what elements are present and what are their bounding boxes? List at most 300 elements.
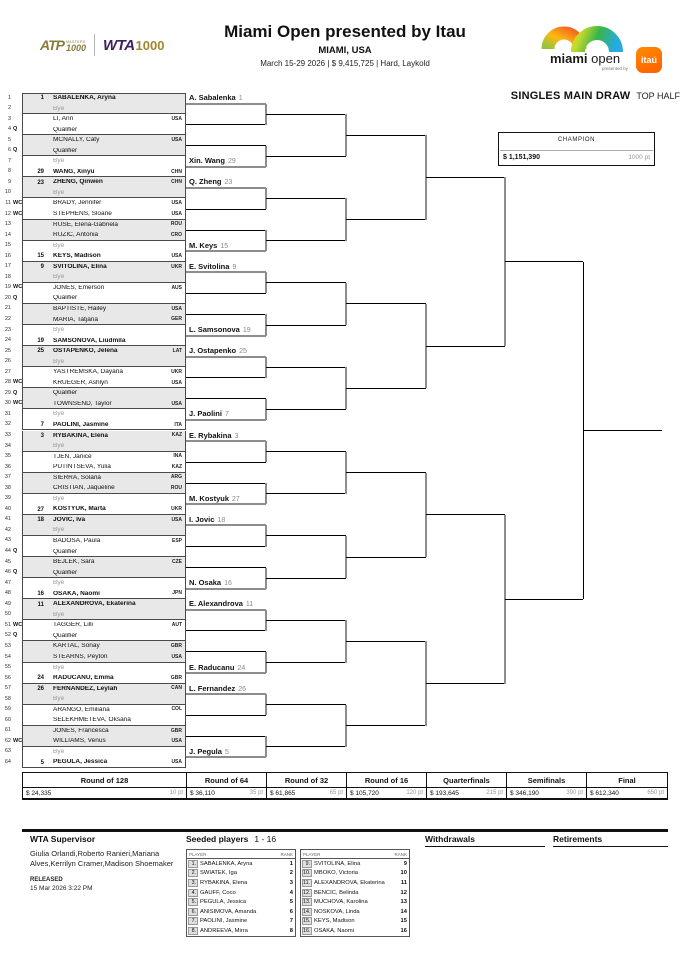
entry-player-name: Qualifier — [53, 295, 78, 302]
entry-country: ROU — [170, 221, 182, 228]
entry-position: 7 — [7, 157, 11, 164]
bracket-hline — [266, 240, 346, 241]
entry-position: 51 — [4, 621, 11, 628]
entry-country: USA — [171, 115, 182, 122]
draw-title: SINGLES MAIN DRAW — [510, 90, 631, 102]
seed-rank: 14 — [400, 908, 407, 915]
draw-entry-row — [2, 251, 186, 262]
entry-player-name: Qualifier — [53, 569, 78, 576]
bracket-hline — [346, 135, 426, 136]
atp-1000-logo — [40, 37, 86, 53]
winner-name: Xin. Wang — [189, 156, 225, 166]
round-prize: $ 346,190 — [510, 789, 539, 797]
seed-number: 6. — [188, 908, 198, 916]
winner-name: M. Keys — [189, 240, 218, 250]
bracket-hline — [186, 166, 266, 168]
bracket-hline — [266, 114, 346, 115]
draw-entry-row — [2, 272, 186, 283]
entry-player-name: Bye — [53, 527, 65, 534]
bracket-hline — [186, 398, 266, 399]
draw-entry-row — [2, 336, 186, 347]
entry-country: JPN — [172, 590, 182, 597]
entry-type: Q — [13, 569, 18, 576]
draw-entry-row — [2, 114, 186, 125]
seed-row — [187, 917, 295, 927]
r64-winner-label — [189, 409, 229, 418]
entry-player-name: FERNANDEZ, Leylah — [53, 685, 118, 692]
draw-entry-row — [2, 135, 186, 146]
seed-number: 3. — [188, 879, 198, 887]
champion-label: CHAMPION — [557, 137, 596, 143]
entry-type: WC — [13, 621, 23, 628]
round-points: 390 pt — [566, 790, 583, 796]
entry-country: UKR — [171, 263, 182, 270]
entry-seed: 11 — [37, 601, 44, 608]
seed-row — [187, 926, 295, 936]
entry-country: ESP — [171, 537, 182, 544]
entry-country: GBR — [170, 727, 182, 734]
entry-seed: 9 — [40, 264, 44, 271]
entry-country: USA — [171, 252, 182, 259]
draw-entry-row — [2, 494, 186, 505]
seed-number: 14. — [303, 908, 311, 915]
draw-entry-row — [2, 441, 186, 452]
draw-entry-row — [2, 757, 186, 768]
entry-position: 41 — [4, 516, 11, 523]
entry-player-name: BEJLEK, Sara — [53, 559, 95, 566]
entry-position: 49 — [4, 600, 11, 607]
retirements-label: Retirements — [553, 834, 603, 844]
seed-rank: 3 — [289, 879, 293, 886]
entry-position: 32 — [4, 421, 11, 428]
entry-position: 19 — [4, 284, 11, 291]
entry-player-name: SIERRA, Solana — [53, 474, 102, 481]
bracket-hline — [186, 145, 266, 146]
draw-entry-row — [2, 547, 186, 558]
draw-entry-row — [2, 536, 186, 547]
entry-player-name: CRISTIAN, Jaqueline — [53, 485, 115, 492]
draw-entry-row — [2, 209, 186, 220]
entry-player-name: WANG, Xinyu — [53, 168, 95, 175]
winner-name: E. Raducanu — [189, 662, 235, 672]
footer-divider-bar — [22, 829, 668, 832]
winner-name: E. Svitolina — [189, 261, 230, 271]
entry-player-name: Bye — [53, 105, 65, 112]
winner-seed: 29 — [227, 158, 236, 166]
entry-country: USA — [171, 210, 182, 217]
entry-position: 16 — [4, 252, 11, 259]
released-date: 15 Mar 2026 3:22 PM — [30, 885, 93, 892]
winner-seed: 9 — [232, 263, 237, 271]
r64-winner-label — [189, 346, 247, 355]
entry-position: 48 — [4, 590, 11, 597]
seed-number: 5. — [188, 898, 198, 906]
round-points: 650 pt — [647, 790, 664, 796]
draw-entry-row — [2, 167, 186, 178]
entry-player-name: BRADY, Jennifer — [53, 200, 102, 207]
winner-name: L. Fernandez — [189, 683, 236, 693]
round-name: Round of 128 — [23, 773, 186, 788]
bracket-hline — [186, 736, 266, 737]
seed-row — [187, 907, 295, 917]
bracket-hline — [186, 187, 266, 189]
round-values — [23, 788, 186, 798]
bracket-hline — [186, 630, 266, 631]
round-prize: $ 193,645 — [430, 789, 459, 797]
seed-row — [301, 878, 409, 888]
entry-type: WC — [13, 400, 23, 407]
entry-player-name: SELEKHMETEVA, Oksana — [53, 717, 131, 724]
bracket-hline — [186, 271, 266, 273]
champion-prize: $ 1,151,390 — [503, 154, 540, 161]
r64-winner-label — [189, 494, 240, 503]
draw-entry-row — [2, 652, 186, 663]
entry-player-name: OSAKA, Naomi — [53, 590, 100, 597]
r64-winner-label — [189, 241, 228, 250]
draw-entry-row — [2, 705, 186, 716]
entry-country: COL — [171, 706, 182, 713]
round-name: Quarterfinals — [427, 773, 506, 788]
entry-country: USA — [171, 759, 182, 766]
bracket-hline — [346, 641, 426, 642]
draw-entry-row — [2, 610, 186, 621]
entry-seed: 23 — [37, 179, 44, 186]
r64-winner-label — [189, 599, 253, 608]
entry-type: Q — [13, 147, 18, 154]
bracket-hline — [346, 219, 426, 220]
winner-seed: 7 — [224, 411, 229, 419]
bracket-hline — [186, 609, 266, 611]
entry-player-name: Bye — [53, 158, 65, 165]
round-name: Round of 16 — [347, 773, 426, 788]
bracket-hline — [186, 524, 266, 526]
bracket-hline — [186, 715, 266, 716]
seed-row — [187, 869, 295, 879]
entry-position: 13 — [4, 221, 11, 228]
entry-player-name: Qualifier — [53, 548, 78, 555]
bracket-hline — [266, 367, 346, 368]
draw-entry-row — [2, 156, 186, 167]
entry-country: CHN — [171, 179, 182, 186]
bracket-hline — [426, 177, 506, 178]
champion-box — [498, 132, 655, 166]
released-label: RELEASED — [30, 877, 63, 883]
entry-position: 17 — [4, 263, 11, 270]
bracket-hline — [266, 282, 346, 283]
seed-player: RYBAKINA, Elena — [200, 879, 248, 886]
entry-type: WC — [13, 379, 23, 386]
entry-player-name: TJEN, Janice — [53, 453, 92, 460]
seed-player: ANISIMOVA, Amanda — [200, 908, 257, 915]
winner-name: J. Pegula — [189, 746, 222, 756]
entry-country: UKR — [171, 506, 182, 513]
seed-player: OSAKA, Naomi — [314, 927, 354, 934]
seed-rank: 2 — [289, 870, 293, 877]
winner-name: A. Sabalenka — [189, 93, 236, 103]
entry-position: 58 — [4, 695, 11, 702]
entry-position: 60 — [4, 716, 11, 723]
entry-position: 57 — [4, 685, 11, 692]
bracket-hline — [186, 377, 266, 378]
tournament-details: March 15-29 2026 | $ 9,415,725 | Hard, Laykold — [260, 59, 430, 68]
round-points: 215 pt — [486, 790, 503, 796]
entry-position: 53 — [4, 642, 11, 649]
draw-entry-row — [2, 399, 186, 410]
r64-winner-label — [189, 747, 229, 756]
draw-subtitle: TOP HALF — [636, 91, 680, 101]
entry-seed: 1 — [40, 95, 44, 102]
entry-player-name: Bye — [53, 696, 65, 703]
entry-player-name: KEYS, Madison — [53, 253, 101, 260]
seed-player: SWIATEK, Iga — [200, 870, 237, 877]
r64-winner-label — [189, 431, 238, 440]
entry-country: USA — [171, 200, 182, 207]
entry-position: 28 — [4, 379, 11, 386]
bracket-hline — [186, 356, 266, 358]
bracket-hline — [266, 704, 346, 705]
entry-position: 47 — [4, 579, 11, 586]
seed-player: ANDREEVA, Mirra — [200, 927, 248, 934]
bracket-hline — [505, 261, 583, 262]
seed-player: SABALENKA, Aryna — [200, 860, 253, 867]
miami-open-logo — [538, 5, 668, 77]
seed-player: MBOKO, Victoria — [314, 870, 359, 877]
r64-winner-label — [189, 177, 232, 186]
entry-position: 31 — [4, 410, 11, 417]
entry-player-name: Qualifier — [53, 632, 78, 639]
seed-number: 9. — [302, 860, 312, 868]
entry-position: 30 — [4, 400, 11, 407]
entry-type: Q — [13, 294, 18, 301]
entry-country: GBR — [170, 674, 182, 681]
entry-player-name: ALEXANDROVA, Ekaterina — [53, 601, 136, 608]
winner-seed: 27 — [232, 495, 240, 503]
draw-entry-row — [2, 93, 186, 104]
bracket-hline — [186, 672, 266, 674]
seed-player: MUCHOVA, Karolina — [314, 899, 368, 906]
draw-entry-row — [2, 663, 186, 674]
entry-player-name: Bye — [53, 664, 65, 671]
bracket-hline — [266, 156, 346, 157]
r64-winner-label — [189, 325, 251, 334]
winner-seed: 24 — [237, 664, 246, 672]
seed-number: 16. — [303, 927, 311, 934]
entry-country: LAT — [172, 347, 182, 354]
draw-entry-row — [2, 293, 186, 304]
draw-entry-row — [2, 262, 186, 273]
rounds-prize-table — [22, 772, 668, 800]
entry-position: 27 — [4, 368, 11, 375]
round-column-round-of-64 — [187, 773, 267, 798]
entry-seed: 15 — [37, 253, 44, 260]
round-column-round-of-128 — [23, 773, 187, 798]
entry-player-name: WILLIAMS, Venus — [53, 738, 106, 745]
bracket-hline — [186, 546, 266, 547]
round-column-quarterfinals — [427, 773, 507, 798]
entry-player-name: KOSTYUK, Marta — [53, 506, 106, 513]
draw-entry-row — [2, 314, 186, 325]
round-name: Round of 64 — [187, 773, 266, 788]
seed-row — [301, 926, 409, 936]
entry-player-name: BADOSA, Paula — [53, 537, 101, 544]
entry-player-name: BAPTISTE, Hailey — [53, 305, 107, 312]
winner-name: I. Jovic — [189, 514, 215, 524]
bracket-hline — [186, 230, 266, 231]
withdrawals-underline — [425, 846, 545, 847]
seed-number: 13. — [303, 899, 311, 906]
seed-player: PEGULA, Jessica — [200, 899, 247, 906]
entry-position: 54 — [4, 653, 11, 660]
entry-country: CHN — [171, 168, 182, 175]
seed-player: GAUFF, Coco — [200, 889, 236, 896]
tournament-title-block — [145, 22, 545, 68]
seed-row — [301, 897, 409, 907]
seed-player: BENCIC, Belinda — [314, 889, 359, 896]
draw-entry-row — [2, 684, 186, 695]
draw-entry-row — [2, 452, 186, 463]
entry-position: 4 — [7, 126, 11, 133]
draw-entry-row — [2, 177, 186, 188]
entry-country: USA — [171, 400, 182, 407]
bracket-hline — [186, 462, 266, 463]
draw-entry-row — [2, 483, 186, 494]
draw-entry-row — [2, 578, 186, 589]
winner-name: N. Osaka — [189, 578, 222, 588]
seed-number: 11. — [303, 879, 310, 886]
seed-row — [301, 917, 409, 927]
winner-seed: 18 — [217, 516, 226, 524]
bracket-hline — [266, 620, 346, 621]
itau-logo: itaú — [636, 47, 662, 73]
round-values — [347, 788, 426, 798]
entry-position: 6 — [7, 147, 11, 154]
draw-entry-row — [2, 641, 186, 652]
entry-position: 59 — [4, 706, 11, 713]
draw-entry-row — [2, 462, 186, 473]
draw-entry-row — [2, 367, 186, 378]
entry-position: 36 — [4, 463, 11, 470]
seed-rank: 5 — [289, 899, 293, 906]
bracket-hline — [266, 493, 346, 494]
seed-number: 2. — [188, 869, 198, 877]
winner-seed: 11 — [245, 601, 254, 609]
seed-rank: 7 — [289, 918, 293, 925]
draw-heading — [511, 86, 680, 104]
entry-country: ITA — [174, 421, 182, 428]
seed-rank: 6 — [289, 908, 293, 915]
draw-entry-row — [2, 568, 186, 579]
entry-player-name: STEPHENS, Sloane — [53, 211, 112, 218]
entry-position: 12 — [4, 210, 11, 217]
draw-entry-row — [2, 504, 186, 515]
bracket-hline — [266, 535, 346, 536]
seed-player: PAOLINI, Jasmine — [200, 918, 248, 925]
entry-position: 46 — [4, 569, 11, 576]
winner-seed: 26 — [238, 685, 247, 693]
draw-entry-row — [2, 304, 186, 315]
entry-position: 37 — [4, 474, 11, 481]
entry-country: USA — [171, 653, 182, 660]
r64-winner-label — [189, 663, 245, 672]
draw-entry-row — [2, 357, 186, 368]
entry-seed: 27 — [37, 506, 44, 513]
entry-player-name: SABALENKA, Aryna — [53, 95, 116, 102]
bracket-hline — [186, 293, 266, 294]
round-values — [587, 788, 667, 798]
seeded-players-header: Seeded players 1 - 16 — [186, 834, 277, 844]
winner-name: E. Rybakina — [189, 430, 232, 440]
seed-number: 4. — [188, 889, 198, 897]
bracket-hline — [186, 335, 266, 337]
r64-winner-label — [189, 262, 236, 271]
tournament-location: MIAMI, USA — [318, 45, 372, 56]
round-prize: $ 61,865 — [270, 789, 296, 797]
entry-position: 14 — [4, 231, 11, 238]
entry-type: WC — [13, 210, 23, 217]
entry-position: 43 — [4, 537, 11, 544]
entry-country: ARG — [170, 474, 182, 481]
entry-player-name: Bye — [53, 242, 65, 249]
draw-entry-row — [2, 241, 186, 252]
entry-position: 56 — [4, 674, 11, 681]
entry-position: 25 — [4, 347, 11, 354]
col-player: PLAYER — [303, 851, 321, 857]
seed-number: 7. — [188, 917, 198, 925]
round-points: 10 pt — [169, 790, 183, 796]
entry-player-name: Bye — [53, 411, 65, 418]
seed-rank: 9 — [403, 860, 407, 867]
col-rank: RANK — [280, 851, 293, 857]
seed-table-header — [301, 850, 409, 859]
entry-seed: 24 — [37, 675, 44, 682]
entry-player-name: RADUCANU, Emma — [53, 675, 114, 682]
entry-country: KAZ — [171, 432, 182, 439]
seed-row — [187, 888, 295, 898]
seed-row — [301, 888, 409, 898]
winner-name: Q. Zheng — [189, 177, 222, 187]
entry-position: 50 — [4, 611, 11, 618]
entry-type: WC — [13, 737, 23, 744]
bracket-hline — [346, 725, 426, 726]
entry-position: 8 — [7, 168, 11, 175]
bracket-hline — [186, 483, 266, 484]
round-points: 65 pt — [329, 790, 343, 796]
seed-rank: 11 — [400, 879, 407, 886]
round-name: Semifinals — [507, 773, 586, 788]
entry-position: 40 — [4, 505, 11, 512]
entry-position: 9 — [7, 178, 11, 185]
entry-position: 63 — [4, 748, 11, 755]
bracket-hline — [505, 599, 583, 600]
entry-seed: 3 — [40, 432, 44, 439]
draw-entry-row — [2, 198, 186, 209]
winner-seed: 25 — [239, 348, 247, 356]
entry-position: 38 — [4, 484, 11, 491]
entry-type: WC — [13, 284, 23, 291]
entry-type: Q — [13, 632, 18, 639]
entry-country: USA — [171, 379, 182, 386]
bracket-hline — [186, 103, 266, 105]
supervisor-names: Giulia Orlandi,Roberto Ranieri,Mariana Alves,Kerrilyn Cramer,Madison Shoemaker — [30, 849, 174, 869]
draw-entry-row — [2, 715, 186, 726]
entry-player-name: PUTINTSEVA, Yulia — [53, 464, 111, 471]
bracket-hline — [186, 567, 266, 568]
seed-rank: 15 — [400, 918, 407, 925]
champion-points: 1000 pt — [628, 154, 650, 161]
seed-rank: 8 — [289, 927, 293, 934]
seed-row — [187, 897, 295, 907]
seed-rank: 1 — [289, 860, 293, 867]
